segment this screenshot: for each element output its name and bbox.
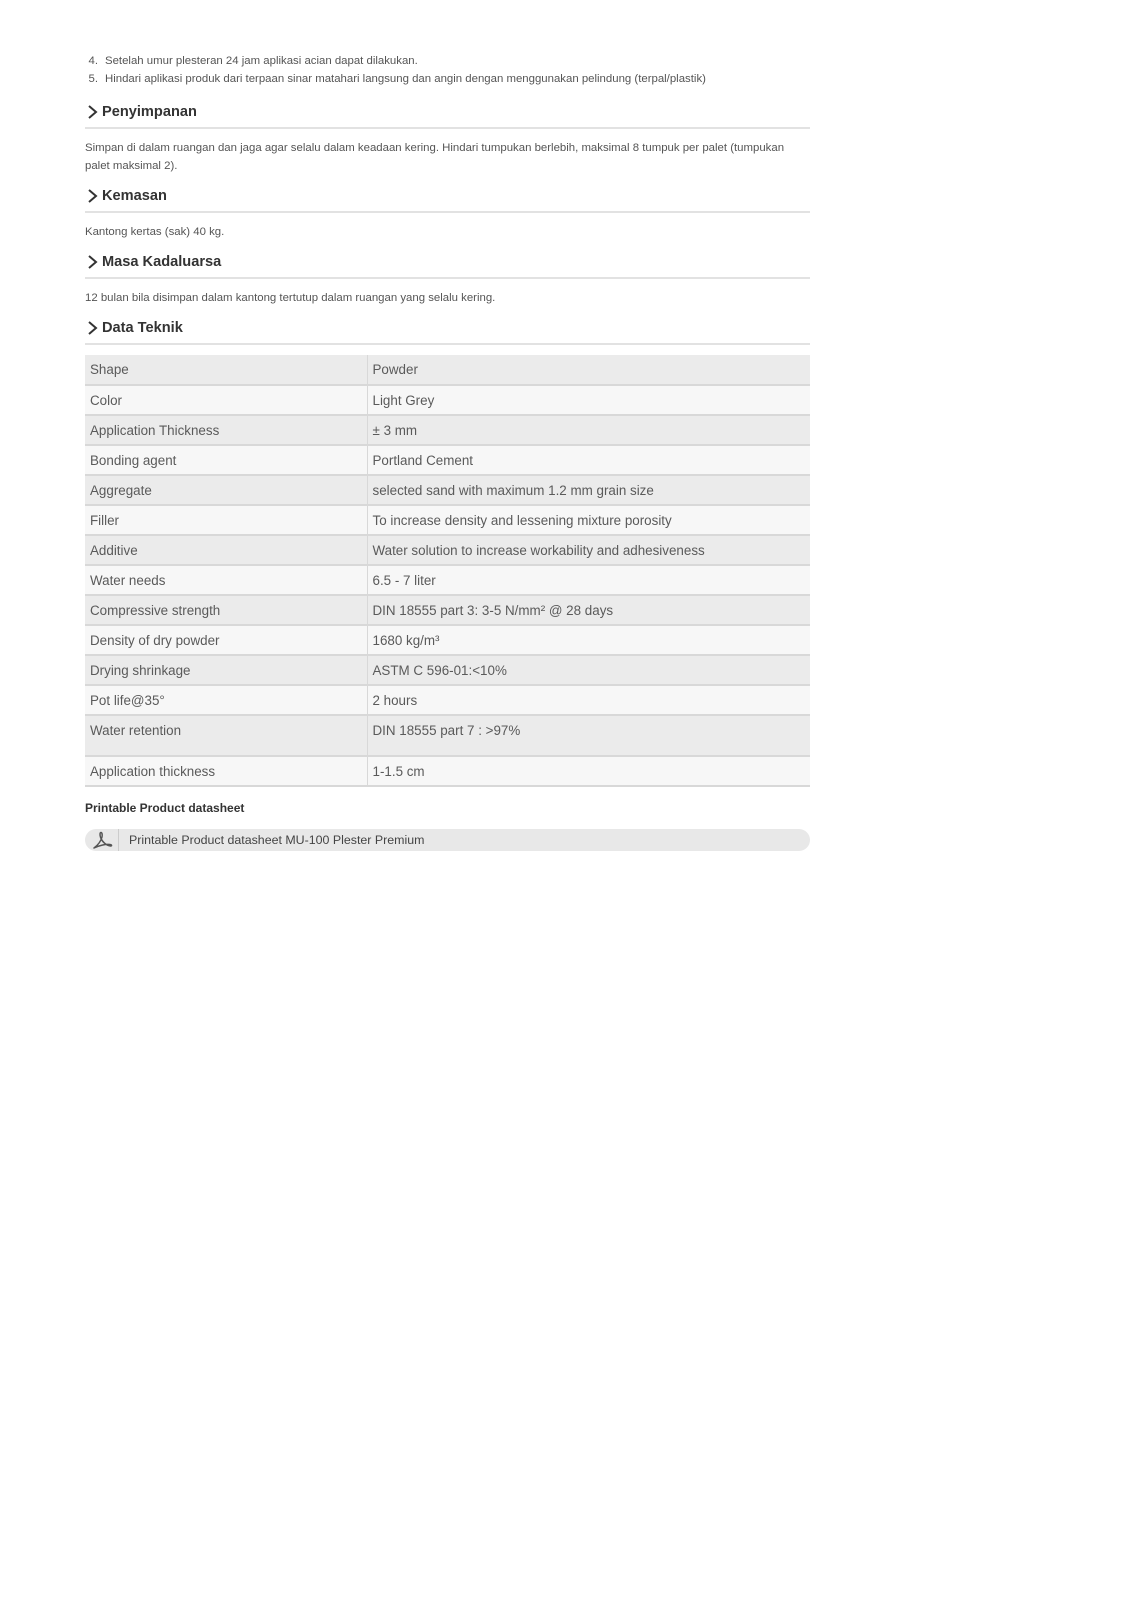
section-title: Penyimpanan [102,104,197,120]
value-cell: 6.5 - 7 liter [367,565,810,595]
property-cell: Water retention [85,715,367,756]
section-header-packaging[interactable] [85,181,810,213]
divider [118,829,119,851]
table-row [85,445,810,475]
property-cell: Application thickness [85,756,367,786]
property-cell: Bonding agent [85,445,367,475]
datasheet-download-link[interactable] [85,829,810,851]
value-cell: 2 hours [367,685,810,715]
property-cell: Compressive strength [85,595,367,625]
list-item-number: 5. [88,73,98,85]
table-row [85,595,810,625]
table-row [85,505,810,535]
property-cell: Aggregate [85,475,367,505]
value-cell: 1-1.5 cm [367,756,810,786]
section-title: Kemasan [102,188,167,204]
table-row [85,756,810,786]
chevron-right-icon [85,320,101,336]
list-item-text: Hindari aplikasi produk dari terpaan sinar matahari langsung dan angin dengan menggunakan pelindung (terpal/plastik) [105,73,706,85]
table-row [85,355,810,385]
section-header-storage[interactable] [85,97,810,129]
value-cell: selected sand with maximum 1.2 mm grain size [367,475,810,505]
technical-data-table [85,355,810,787]
table-row [85,625,810,655]
section-header-technical[interactable] [85,313,810,345]
property-cell: Density of dry powder [85,625,367,655]
section-header-expiry[interactable] [85,247,810,279]
table-row [85,385,810,415]
property-cell: Filler [85,505,367,535]
storage-text: Simpan di dalam ruangan dan jaga agar selalu dalam keadaan kering. Hindari tumpukan berlebih, maksimal 8 tumpuk per palet (tumpukan palet maksimal 2). [85,142,785,172]
chevron-right-icon [85,254,101,270]
section-title: Data Teknik [102,320,183,336]
table-row [85,565,810,595]
value-cell: Water solution to increase workability and adhesiveness [367,535,810,565]
value-cell: Light Grey [367,385,810,415]
download-link-label[interactable]: Printable Product datasheet MU-100 Plester Premium [129,833,425,847]
table-row [85,715,810,756]
property-cell: Drying shrinkage [85,655,367,685]
expiry-text: 12 bulan bila disimpan dalam kantong tertutup dalam ruangan yang selalu kering. [85,292,496,304]
document-page [85,52,810,851]
table-row [85,655,810,685]
property-cell: Application Thickness [85,415,367,445]
section-title: Masa Kadaluarsa [102,254,222,270]
table-row [85,685,810,715]
table-row [85,535,810,565]
value-cell: DIN 18555 part 3: 3-5 N/mm² @ 28 days [367,595,810,625]
application-steps-list [85,52,810,88]
download-heading: Printable Product datasheet [85,801,245,815]
value-cell: Powder [367,355,810,385]
list-item [85,70,810,88]
pdf-icon [90,829,114,851]
value-cell: DIN 18555 part 7 : >97% [367,715,810,756]
packaging-text: Kantong kertas (sak) 40 kg. [85,226,225,238]
value-cell: To increase density and lessening mixture porosity [367,505,810,535]
property-cell: Water needs [85,565,367,595]
list-item [85,52,810,70]
list-item-text: Setelah umur plesteran 24 jam aplikasi acian dapat dilakukan. [105,55,418,67]
chevron-right-icon [85,104,101,120]
chevron-right-icon [85,188,101,204]
table-row [85,415,810,445]
property-cell: Pot life@35° [85,685,367,715]
value-cell: ASTM C 596-01:<10% [367,655,810,685]
value-cell: Portland Cement [367,445,810,475]
value-cell: 1680 kg/m³ [367,625,810,655]
table-row [85,475,810,505]
property-cell: Shape [85,355,367,385]
list-item-number: 4. [88,55,98,67]
value-cell: ± 3 mm [367,415,810,445]
property-cell: Color [85,385,367,415]
property-cell: Additive [85,535,367,565]
